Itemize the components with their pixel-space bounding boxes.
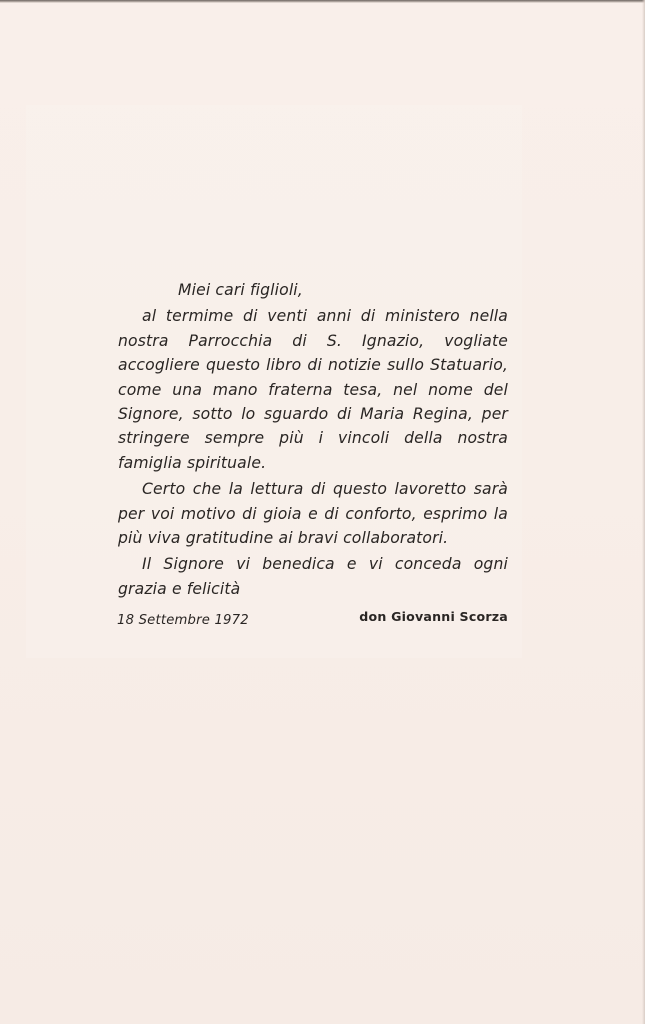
letter-paragraph-2: Certo che la lettura di questo lavoretto sarà per voi motivo di gioia e di conforto, esprimo la più viva gratitudine ai bravi collaboratori. <box>118 480 508 548</box>
letter-paragraph-1: al termime di venti anni di ministero nella nostra Parrocchia di S. Ignazio, vogliate accogliere questo libro di notizie sullo Statuario, come una mano fraterna tesa, nel nome del Signore, sotto lo sguardo di Maria Regina, per stringere sempre più i vincoli della nostra famiglia spirituale. <box>118 307 508 472</box>
letter <box>118 278 508 630</box>
page-top-edge <box>0 0 645 3</box>
letter-paragraph-3: Il Signore vi benedica e vi conceda ogni grazia e felicità <box>118 555 508 598</box>
letter-date: 18 Settembre 1972 <box>117 613 249 628</box>
letter-salutation: Miei cari figlioli, <box>178 281 303 299</box>
letter-signature: don Giovanni Scorza <box>359 609 508 625</box>
